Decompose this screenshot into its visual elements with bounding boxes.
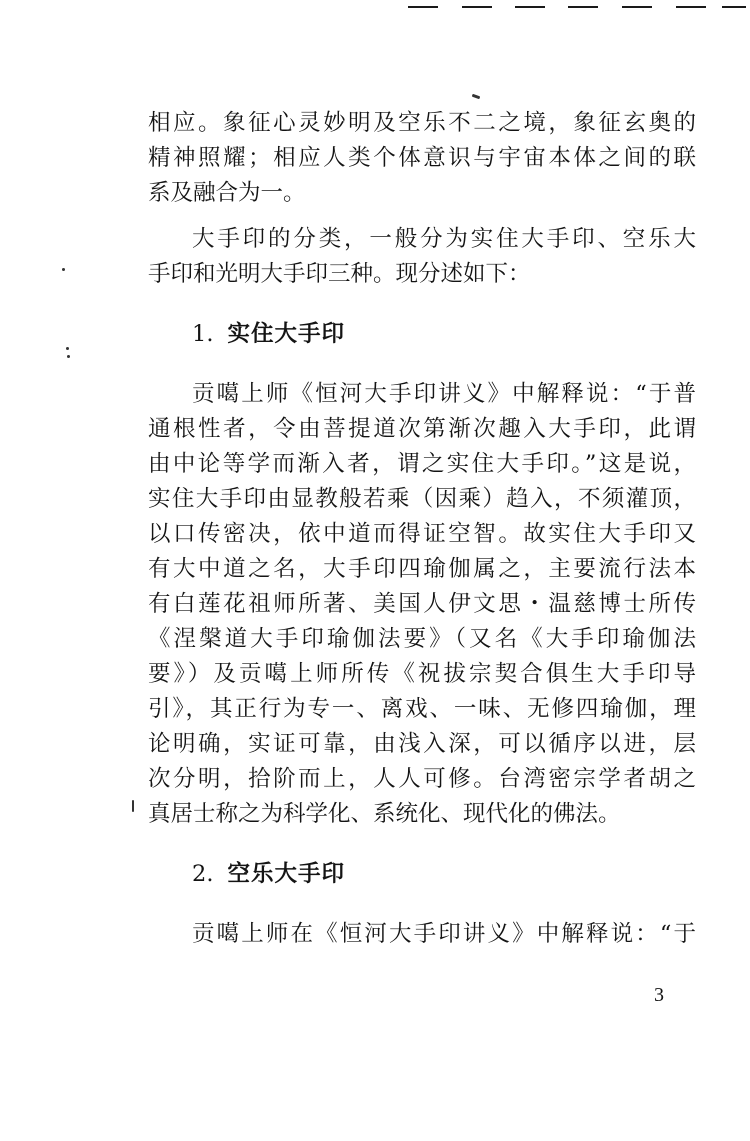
text-line: 《涅槃道大手印瑜伽法要》（又名《大手印瑜伽法 bbox=[148, 626, 696, 652]
intro-paragraph bbox=[148, 106, 696, 211]
text-line: 手印和光明大手印三种。现分述如下： bbox=[148, 261, 531, 287]
text-line: 贡噶上师在《恒河大手印讲义》中解释说：“于 bbox=[192, 921, 696, 947]
page-number: 3 bbox=[654, 984, 664, 1006]
section-paragraph bbox=[148, 917, 696, 952]
scan-speck bbox=[472, 94, 481, 100]
text-line: 大手印的分类，一般分为实住大手印、空乐大 bbox=[192, 226, 696, 252]
top-border-mark bbox=[622, 6, 652, 8]
section-number: 1. bbox=[192, 321, 214, 347]
scan-speck bbox=[132, 800, 134, 812]
section-title: 空乐大手印 bbox=[227, 861, 345, 887]
scan-speck bbox=[62, 268, 65, 271]
top-border-mark bbox=[462, 6, 492, 8]
text-line: 以口传密决，依中道而得证空智。故实住大手印又 bbox=[148, 521, 696, 547]
top-border-mark bbox=[676, 6, 706, 8]
page-body bbox=[148, 106, 696, 952]
scan-speck bbox=[66, 347, 69, 350]
section-paragraph bbox=[148, 377, 696, 832]
text-line: 贡噶上师《恒河大手印讲义》中解释说：“于普 bbox=[192, 381, 696, 407]
text-line: 通根性者，令由菩提道次第渐次趣入大手印，此谓 bbox=[148, 416, 696, 442]
text-line: 要》）及贡噶上师所传《祝拔宗契合俱生大手印导 bbox=[148, 661, 696, 687]
section-heading bbox=[148, 857, 696, 892]
text-line: 相应。象征心灵妙明及空乐不二之境，象征玄奥的 bbox=[148, 110, 696, 136]
section-heading bbox=[148, 317, 696, 352]
text-line: 次分明，拾阶而上，人人可修。台湾密宗学者胡之 bbox=[148, 766, 696, 792]
classification-paragraph bbox=[148, 222, 696, 292]
section-title: 实住大手印 bbox=[227, 321, 345, 347]
scan-speck bbox=[67, 355, 70, 358]
text-line: 有白莲花祖师所著、美国人伊文思・温慈博士所传 bbox=[148, 591, 696, 617]
text-line: 有大中道之名，大手印四瑜伽属之，主要流行法本 bbox=[148, 556, 696, 582]
text-line: 由中论等学而渐入者，谓之实住大手印。”这是说， bbox=[148, 451, 696, 477]
text-line: 实住大手印由显教般若乘（因乘）趋入，不须灌顶， bbox=[148, 486, 696, 512]
text-line: 系及融合为一。 bbox=[148, 180, 306, 206]
top-border-mark bbox=[568, 6, 598, 8]
text-line: 引》，其正行为专一、离戏、一味、无修四瑜伽，理 bbox=[148, 696, 696, 722]
text-line: 真居士称之为科学化、系统化、现代化的佛法。 bbox=[148, 801, 621, 827]
section-number: 2. bbox=[192, 861, 214, 887]
top-border-mark bbox=[722, 6, 746, 8]
text-line: 精神照耀；相应人类个体意识与宇宙本体之间的联 bbox=[148, 145, 696, 171]
top-border-mark bbox=[515, 6, 545, 8]
top-border-mark bbox=[408, 6, 438, 8]
text-line: 论明确，实证可靠，由浅入深，可以循序以进，层 bbox=[148, 731, 696, 757]
